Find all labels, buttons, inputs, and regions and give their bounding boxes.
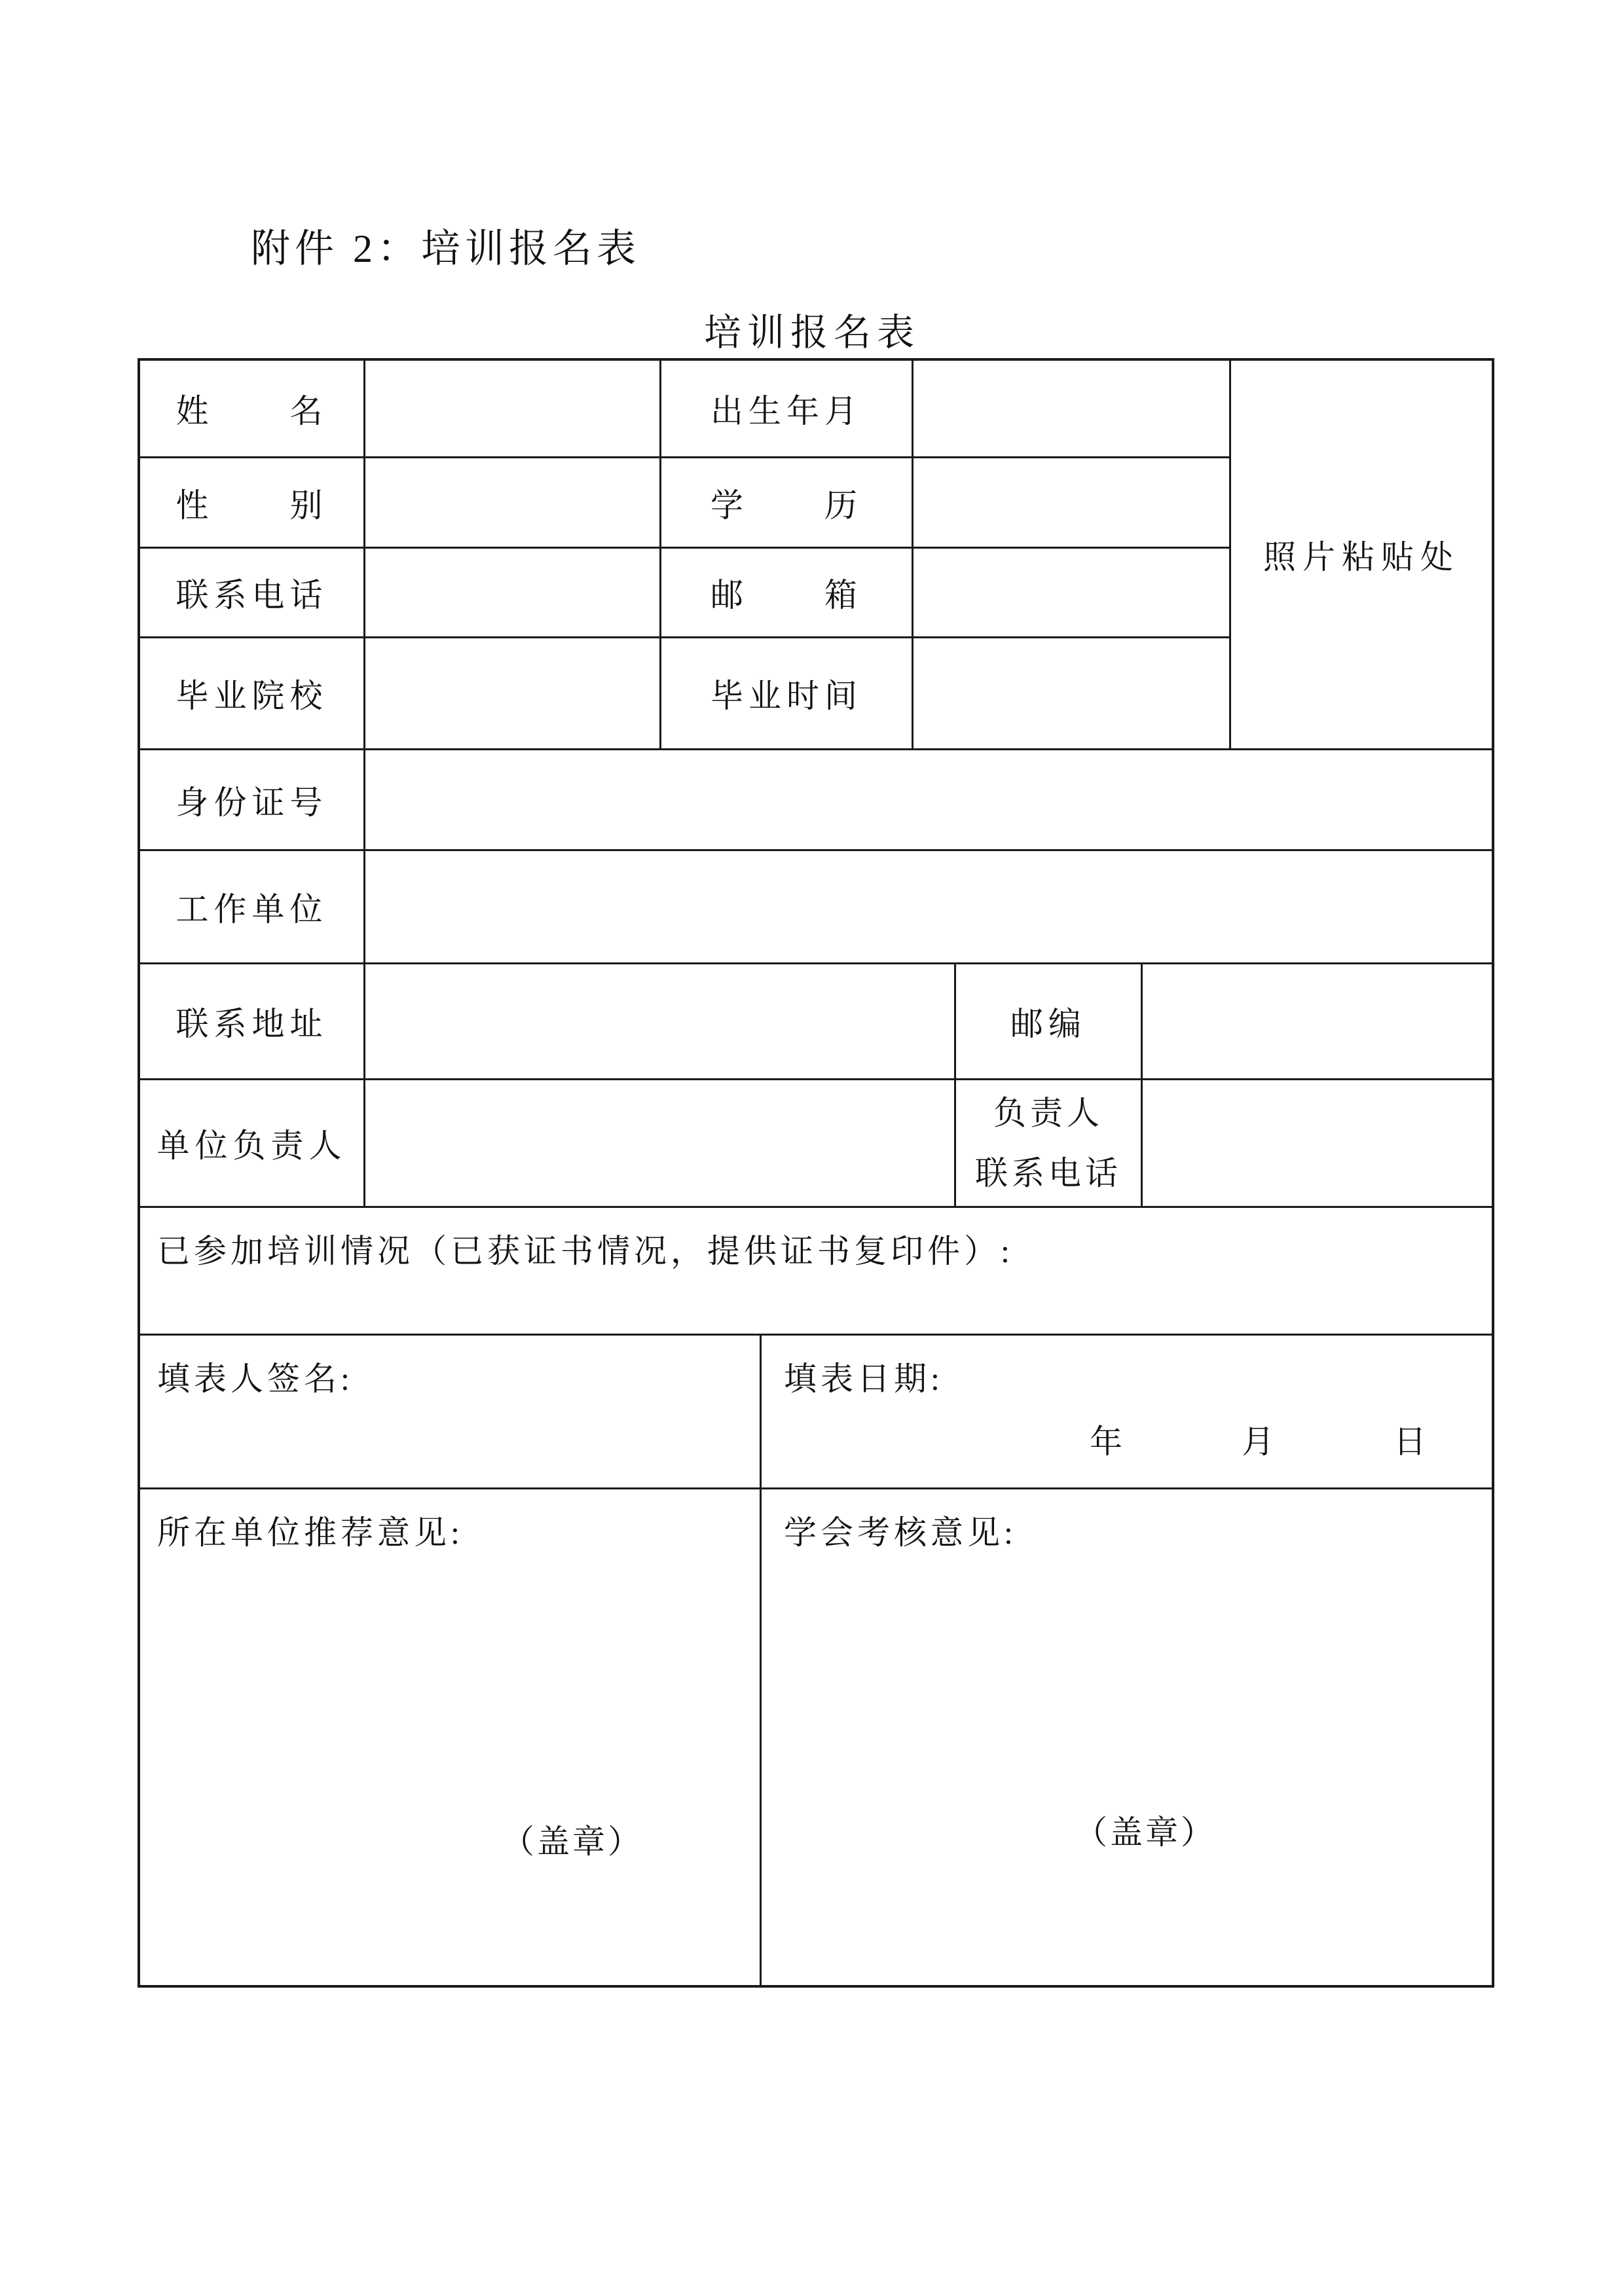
gender-input bbox=[365, 458, 661, 549]
fill-date-label: 填表日期: bbox=[784, 1360, 944, 1397]
phone-input bbox=[365, 549, 661, 638]
address-input bbox=[365, 964, 956, 1080]
name-label: 姓 名 bbox=[140, 361, 365, 458]
gender-label: 性 别 bbox=[140, 458, 365, 549]
education-input bbox=[913, 458, 1231, 549]
phone-label: 联系电话 bbox=[140, 549, 365, 638]
id-number-input bbox=[365, 750, 1492, 851]
head-phone-label-line1: 负责人 bbox=[993, 1094, 1103, 1131]
unit-head-input bbox=[365, 1080, 956, 1208]
unit-opinion-label: 所在单位推荐意见: bbox=[157, 1514, 464, 1551]
name-input bbox=[365, 361, 661, 458]
head-phone-label-line2: 联系电话 bbox=[975, 1155, 1122, 1192]
id-number-label: 身份证号 bbox=[140, 750, 365, 851]
unit-opinion-cell bbox=[140, 1489, 762, 1985]
birth-date-label: 出生年月 bbox=[661, 361, 913, 458]
head-phone-label bbox=[956, 1080, 1143, 1208]
employer-label: 工作单位 bbox=[140, 851, 365, 964]
postal-code-input bbox=[1143, 964, 1492, 1080]
graduation-time-input bbox=[913, 638, 1231, 750]
education-label: 学 历 bbox=[661, 458, 913, 549]
address-label: 联系地址 bbox=[140, 964, 365, 1080]
birth-date-input bbox=[913, 361, 1231, 458]
school-input bbox=[365, 638, 661, 750]
attachment-title: 附件 2：培训报名表 bbox=[251, 227, 640, 270]
postal-code-label: 邮编 bbox=[956, 964, 1143, 1080]
employer-input bbox=[365, 851, 1492, 964]
form-title: 培训报名表 bbox=[704, 312, 920, 354]
school-label: 毕业院校 bbox=[140, 638, 365, 750]
society-seal-placeholder: （盖章） bbox=[1075, 1814, 1216, 1851]
head-phone-input bbox=[1143, 1080, 1492, 1208]
graduation-time-label: 毕业时间 bbox=[661, 638, 913, 750]
signer-cell: 填表人签名: bbox=[140, 1336, 762, 1489]
training-history-cell: 已参加培训情况（已获证书情况，提供证书复印件）: bbox=[140, 1208, 1492, 1336]
unit-seal-placeholder: （盖章） bbox=[502, 1823, 643, 1860]
email-label: 邮 箱 bbox=[661, 549, 913, 638]
society-opinion-label: 学会考核意见: bbox=[784, 1514, 1017, 1551]
photo-paste-area: 照片粘贴处 bbox=[1231, 361, 1492, 750]
society-opinion-cell bbox=[762, 1489, 1492, 1985]
year-month-day: 年 月 日 bbox=[1090, 1423, 1431, 1460]
registration-form-table bbox=[138, 358, 1494, 1988]
fill-date-cell bbox=[762, 1336, 1492, 1489]
unit-head-label: 单位负责人 bbox=[140, 1080, 365, 1208]
email-input bbox=[913, 549, 1231, 638]
